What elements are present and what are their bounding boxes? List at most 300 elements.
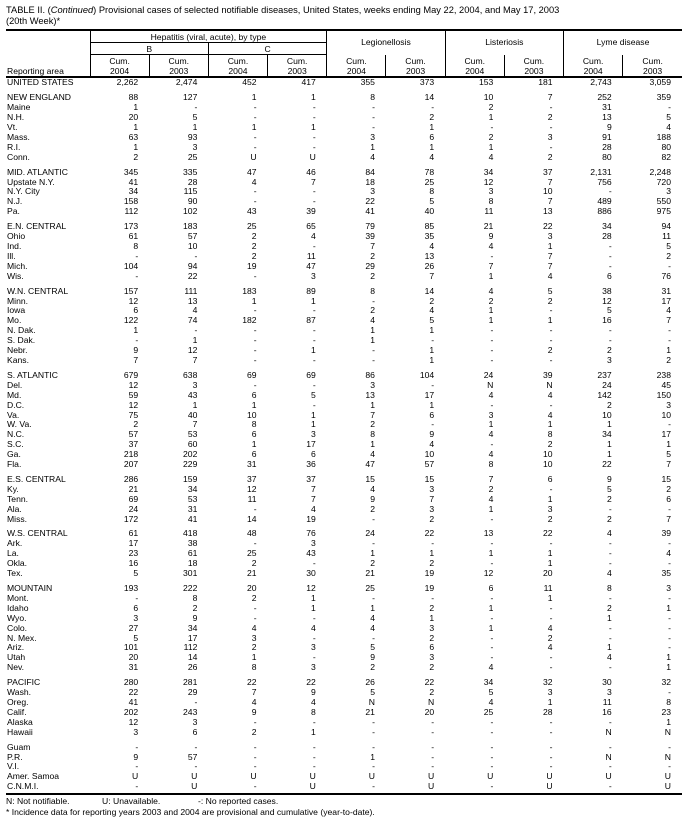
cell-value: 3 xyxy=(192,141,198,152)
row-area-label: Mass. xyxy=(7,131,30,142)
row-area-label: N.Y. City xyxy=(7,186,40,197)
cell-value: 13 xyxy=(602,112,612,123)
table-row xyxy=(6,197,682,207)
row-area-label: Kans. xyxy=(7,354,29,365)
cell-value: 21 xyxy=(128,483,139,494)
header-cum-word: Cum. xyxy=(523,55,545,66)
cell-value: 31 xyxy=(661,285,671,296)
cell-value: - xyxy=(194,761,198,772)
cell-value: 32 xyxy=(542,677,553,688)
cell-value: 89 xyxy=(306,285,316,296)
table-row xyxy=(6,187,682,197)
cell-value: 2 xyxy=(547,112,553,123)
cell-value: 10 xyxy=(602,409,612,420)
cell-value: 61 xyxy=(187,548,198,559)
cell-value: 1 xyxy=(666,345,671,356)
cell-value: 3 xyxy=(488,409,494,420)
table-row xyxy=(6,371,682,381)
table-row xyxy=(6,143,682,153)
cell-value: 301 xyxy=(183,568,198,579)
cell-value: 2 xyxy=(133,419,139,430)
table-row xyxy=(6,743,682,753)
cell-value: 34 xyxy=(483,166,494,177)
cell-value: - xyxy=(135,741,139,752)
cell-value: 12 xyxy=(128,399,139,410)
cell-value: 1 xyxy=(192,335,198,346)
cell-value: 4 xyxy=(251,176,257,187)
cell-value: - xyxy=(90,782,149,794)
cell-value: 1 xyxy=(370,399,375,410)
cell-value: - xyxy=(312,632,316,643)
cell-value: - xyxy=(668,612,671,623)
row-area-label: Pa. xyxy=(7,206,20,217)
cell-value: 4 xyxy=(547,389,553,400)
cell-value: 53 xyxy=(187,493,198,504)
table-header xyxy=(6,30,682,77)
table-row xyxy=(6,450,682,460)
cell-value: 2 xyxy=(547,345,553,356)
cell-value: 153 xyxy=(479,77,494,88)
header-cum-word: Cum. xyxy=(642,55,663,66)
cell-value: 4 xyxy=(488,493,494,504)
cell-value: 28 xyxy=(602,231,612,242)
cell-value: 10 xyxy=(542,449,553,460)
cell-value: 3 xyxy=(606,687,612,698)
cell-value: 3 xyxy=(429,503,435,514)
cell-value: 222 xyxy=(183,583,198,593)
cell-value: 720 xyxy=(656,176,671,187)
cell-value: 57 xyxy=(424,459,435,470)
cell-value: 1 xyxy=(311,409,316,420)
table-row xyxy=(6,168,682,178)
cell-value: 2 xyxy=(370,419,375,430)
cell-value: 69 xyxy=(247,369,257,380)
cell-value: 26 xyxy=(424,260,435,271)
header-group-listeriosis xyxy=(445,30,563,55)
cell-value: 23 xyxy=(661,706,671,717)
cell-value: U xyxy=(149,782,208,794)
cell-value: - xyxy=(431,761,435,772)
cell-value: - xyxy=(490,592,494,603)
cell-value: 1 xyxy=(251,122,257,133)
cell-value: 373 xyxy=(419,77,435,88)
cell-value: 20 xyxy=(424,706,435,717)
cell-value: 34 xyxy=(602,429,612,440)
cell-value: 22 xyxy=(247,677,257,688)
cell-value: 1 xyxy=(429,612,435,623)
cell-value: 22 xyxy=(306,677,316,688)
cell-value: - xyxy=(668,761,671,772)
cell-value: 69 xyxy=(306,369,316,380)
cell-value: - xyxy=(253,716,257,727)
cell-value: 8 xyxy=(251,419,257,430)
cell-value: 47 xyxy=(306,260,316,271)
cell-value: 43 xyxy=(306,548,316,559)
cell-value: - xyxy=(253,503,257,514)
cell-value: - xyxy=(668,642,671,653)
cell-value: 4 xyxy=(251,696,257,707)
cell-value: 2 xyxy=(666,250,671,261)
cell-value: 8 xyxy=(192,592,198,603)
row-area-label: N. Mex. xyxy=(7,632,37,643)
header-cum-hepc-2003 xyxy=(268,55,327,78)
cell-value: 43 xyxy=(247,206,257,217)
row-area-label: Ark. xyxy=(7,538,23,549)
cell-value: 4 xyxy=(429,151,435,162)
cell-value: 5 xyxy=(429,315,435,326)
cell-value: - xyxy=(312,335,316,346)
cell-value: 91 xyxy=(602,131,612,142)
cell-value: 3 xyxy=(133,612,139,623)
cell-value: 359 xyxy=(656,92,671,103)
cell-value: 7 xyxy=(547,250,553,261)
cell-value: - xyxy=(372,345,375,356)
cell-value: - xyxy=(549,141,553,152)
cell-value: - xyxy=(194,325,198,336)
cell-value: 22 xyxy=(542,528,553,539)
cell-value: 12 xyxy=(128,716,139,727)
cell-value: 679 xyxy=(123,369,139,380)
cell-value: 16 xyxy=(128,558,139,569)
cell-value: 2 xyxy=(547,513,553,524)
cell-value: U xyxy=(487,771,494,782)
cell-value: 8 xyxy=(666,696,671,707)
cell-value: 17 xyxy=(661,429,671,440)
cell-value: N xyxy=(368,696,375,707)
cell-value: - xyxy=(549,741,553,752)
cell-value: 9 xyxy=(251,706,257,717)
cell-value: 104 xyxy=(123,260,139,271)
row-area-label: R.I. xyxy=(7,141,21,152)
cell-value: 183 xyxy=(183,221,198,232)
cell-value: U xyxy=(427,771,435,782)
cell-value: 80 xyxy=(661,141,671,152)
cell-value: - xyxy=(194,250,198,261)
row-area-label: Idaho xyxy=(7,602,29,613)
row-area-label: Nebr. xyxy=(7,345,28,356)
table-row xyxy=(6,782,682,794)
cell-value: 17 xyxy=(128,538,139,549)
cell-value: 3 xyxy=(311,538,316,549)
cell-value: 2 xyxy=(370,270,375,281)
cell-value: 4 xyxy=(311,696,316,707)
cell-value: 4 xyxy=(192,305,198,316)
cell-value: 6 xyxy=(488,583,494,593)
cell-value: - xyxy=(608,741,612,752)
cell-value: - xyxy=(208,782,267,794)
table-row xyxy=(6,287,682,297)
cell-value: - xyxy=(490,558,494,569)
cell-value: 2 xyxy=(666,354,671,365)
cell-value: 13 xyxy=(365,389,375,400)
header-cum-lyme-2004 xyxy=(564,55,623,78)
cell-value: - xyxy=(194,741,198,752)
cell-value: 31 xyxy=(187,503,198,514)
cell-value: 3 xyxy=(547,231,553,242)
cell-value: - xyxy=(431,726,435,737)
cell-value: - xyxy=(608,548,612,559)
cell-value: 29 xyxy=(365,260,375,271)
table-row xyxy=(6,495,682,505)
cell-value: - xyxy=(608,538,612,549)
cell-value: - xyxy=(490,122,494,133)
cell-value: 8 xyxy=(311,706,316,717)
cell-value: 22 xyxy=(542,221,553,232)
cell-value: 2 xyxy=(429,513,435,524)
cell-value: U xyxy=(250,151,257,162)
cell-value: 8 xyxy=(488,459,494,470)
cell-value: - xyxy=(549,102,553,113)
cell-value: U xyxy=(250,771,257,782)
cell-value: 7 xyxy=(251,687,257,698)
row-area-label: W.S. CENTRAL xyxy=(7,528,68,539)
cell-value: 7 xyxy=(192,419,198,430)
table-row xyxy=(6,232,682,242)
cell-value: 7 xyxy=(429,270,435,281)
row-area-label: MID. ATLANTIC xyxy=(7,166,68,177)
cell-value: 1 xyxy=(370,325,375,336)
cell-value: - xyxy=(253,612,257,623)
row-area-label: Oreg. xyxy=(7,696,29,707)
cell-value: 1 xyxy=(133,325,139,336)
cell-value: 1 xyxy=(370,751,375,762)
cell-value: - xyxy=(668,538,671,549)
cell-value: N xyxy=(664,751,671,762)
cell-value: 86 xyxy=(365,369,375,380)
cell-value: 4 xyxy=(547,409,553,420)
cell-value: - xyxy=(490,250,494,261)
row-area-label: E.N. CENTRAL xyxy=(7,221,67,232)
cell-value: 3,059 xyxy=(649,77,671,88)
cell-value: 1 xyxy=(606,449,612,460)
cell-value: N xyxy=(664,726,671,737)
cell-value: 202 xyxy=(123,706,139,717)
cell-value: 355 xyxy=(360,77,375,88)
cell-value: 7 xyxy=(547,92,553,103)
cell-value: 24 xyxy=(128,503,139,514)
cell-value: 23 xyxy=(128,548,139,559)
cell-value: 21 xyxy=(247,568,257,579)
table-row xyxy=(6,614,682,624)
cell-value: - xyxy=(312,716,316,727)
cell-value: 3 xyxy=(429,622,435,633)
cell-value: 101 xyxy=(123,642,139,653)
cell-value: - xyxy=(668,741,671,752)
cell-value: 1 xyxy=(429,399,435,410)
cell-value: 4 xyxy=(606,652,612,663)
row-area-label: V.I. xyxy=(7,761,20,772)
cell-value: 280 xyxy=(123,677,139,688)
cell-value: 31 xyxy=(128,662,139,673)
cell-value: 13 xyxy=(424,250,435,261)
table-row xyxy=(6,252,682,262)
row-area-label: C.N.M.I. xyxy=(6,782,90,794)
table-row xyxy=(6,634,682,644)
cell-value: 15 xyxy=(661,473,671,484)
cell-value: 10 xyxy=(247,409,257,420)
table-row xyxy=(6,460,682,470)
cell-value: 17 xyxy=(424,389,435,400)
header-cum-word: Cum. xyxy=(227,55,249,66)
cell-value: 5 xyxy=(133,568,139,579)
cell-value: 40 xyxy=(424,206,435,217)
table-row xyxy=(6,242,682,252)
cell-value: U xyxy=(605,771,612,782)
cell-value: 5 xyxy=(547,285,553,296)
cell-value: - xyxy=(668,687,671,698)
cell-value: 4 xyxy=(370,622,375,633)
cell-value: 9 xyxy=(192,612,198,623)
cell-value: 8 xyxy=(370,92,375,103)
title-part-post: ) Provisional cases of selected notifiable diseases, United States, weeks ending May 22, 2004, and May 17, 2003 xyxy=(93,5,560,15)
cell-value: 3 xyxy=(192,716,198,727)
cell-value: 7 xyxy=(666,459,671,470)
cell-value: 4 xyxy=(488,389,494,400)
cell-value: 2 xyxy=(488,102,494,113)
cell-value: 1 xyxy=(370,602,375,613)
cell-value: 14 xyxy=(424,92,435,103)
cell-value: 3 xyxy=(311,429,316,440)
cell-value: - xyxy=(549,751,553,762)
cell-value: 1 xyxy=(547,558,553,569)
cell-value: 159 xyxy=(183,473,198,484)
cell-value: 207 xyxy=(123,459,139,470)
cell-value: - xyxy=(431,379,435,390)
cell-value: 4 xyxy=(606,528,612,539)
cell-value: 8 xyxy=(370,429,375,440)
cell-value: - xyxy=(608,662,612,673)
header-row-disease-group xyxy=(6,30,682,43)
cell-value: 252 xyxy=(597,92,612,103)
row-area-label: Maine xyxy=(7,102,31,113)
cell-value: 1 xyxy=(370,548,375,559)
cell-value: 8 xyxy=(251,662,257,673)
cell-value: - xyxy=(253,141,257,152)
cell-value: 1 xyxy=(547,696,553,707)
header-year: 2004 xyxy=(583,65,603,76)
cell-value: - xyxy=(431,419,435,430)
cell-value: 4 xyxy=(547,622,553,633)
cell-value: 41 xyxy=(187,513,198,524)
cell-value: 22 xyxy=(602,459,612,470)
cell-value: - xyxy=(608,325,612,336)
cell-value: 3 xyxy=(311,270,316,281)
cell-value: - xyxy=(312,612,316,623)
cell-value: 102 xyxy=(183,206,198,217)
cell-value: 1 xyxy=(370,439,375,450)
cell-value: - xyxy=(253,538,257,549)
table-row xyxy=(6,420,682,430)
cell-value: 11 xyxy=(543,583,553,593)
table-row xyxy=(6,306,682,316)
cell-value: - xyxy=(490,751,494,762)
cell-value: 1 xyxy=(488,622,494,633)
notifiable-diseases-table xyxy=(6,29,682,795)
cell-value: 9 xyxy=(606,122,612,133)
cell-value: 16 xyxy=(602,315,612,326)
cell-value: 1 xyxy=(606,642,612,653)
title-part-pre: TABLE II. ( xyxy=(6,5,51,15)
table-row xyxy=(6,440,682,450)
cell-value: 26 xyxy=(365,677,375,688)
cell-value: - xyxy=(312,196,316,207)
cell-value: 37 xyxy=(542,166,553,177)
cell-value: 61 xyxy=(128,528,139,539)
cell-value: - xyxy=(312,141,316,152)
cell-value: - xyxy=(431,751,435,762)
cell-value: 1 xyxy=(251,439,257,450)
cell-value: - xyxy=(312,751,316,762)
cell-value: 30 xyxy=(306,568,316,579)
cell-value: 45 xyxy=(661,379,671,390)
cell-value: 22 xyxy=(424,528,435,539)
cell-value: 193 xyxy=(123,583,139,593)
header-group-lyme-label: Lyme disease xyxy=(596,37,650,48)
cell-value: 1 xyxy=(606,612,612,623)
cell-value: - xyxy=(312,186,316,197)
cell-value: - xyxy=(490,612,494,623)
cell-value: 35 xyxy=(424,231,435,242)
cell-value: 4 xyxy=(488,429,494,440)
cell-value: 182 xyxy=(242,315,257,326)
cell-value: - xyxy=(490,439,494,450)
cell-value: 2 xyxy=(429,687,435,698)
cell-value: - xyxy=(312,354,316,365)
cell-value: 3 xyxy=(429,652,435,663)
cell-value: - xyxy=(549,761,553,772)
header-year: 2004 xyxy=(346,65,366,76)
cell-value: 84 xyxy=(365,166,375,177)
cell-value: 5 xyxy=(606,483,612,494)
cell-value: 2 xyxy=(133,151,139,162)
cell-value: 10 xyxy=(187,241,198,251)
cell-value: 7 xyxy=(311,176,316,187)
cell-value: - xyxy=(312,399,316,410)
cell-value: 4 xyxy=(488,696,494,707)
cell-value: 2 xyxy=(251,558,257,569)
cell-value: 2 xyxy=(192,602,198,613)
header-cum-hepb-2003 xyxy=(149,55,208,78)
cell-value: - xyxy=(431,716,435,727)
table-row xyxy=(6,77,682,88)
row-area-label: Upstate N.Y. xyxy=(7,176,55,187)
cell-value: 9 xyxy=(311,687,316,698)
cell-value: 11 xyxy=(484,206,494,217)
cell-value: U xyxy=(386,782,445,794)
cell-value: - xyxy=(431,538,435,549)
cell-value: - xyxy=(253,196,257,207)
cell-value: 6 xyxy=(429,131,435,142)
table-row xyxy=(6,133,682,143)
row-area-label: Wis. xyxy=(7,270,24,281)
cell-value: 1 xyxy=(488,112,494,123)
cell-value: 3 xyxy=(311,662,316,673)
cell-value: 3 xyxy=(547,131,553,142)
cell-value: 17 xyxy=(306,439,316,450)
cell-value: 4 xyxy=(370,151,375,162)
cell-value: 10 xyxy=(542,186,553,197)
row-area-label: Mo. xyxy=(7,315,22,326)
cell-value: 3 xyxy=(251,632,257,643)
cell-value: U xyxy=(309,771,316,782)
cell-value: - xyxy=(608,241,612,251)
cell-value: - xyxy=(490,513,494,524)
cell-value: 1 xyxy=(488,315,494,326)
cell-value: 6 xyxy=(429,642,435,653)
cell-value: - xyxy=(608,250,612,261)
cell-value: - xyxy=(327,782,386,794)
footnote-key-dash: -: No reported cases. xyxy=(198,796,279,807)
